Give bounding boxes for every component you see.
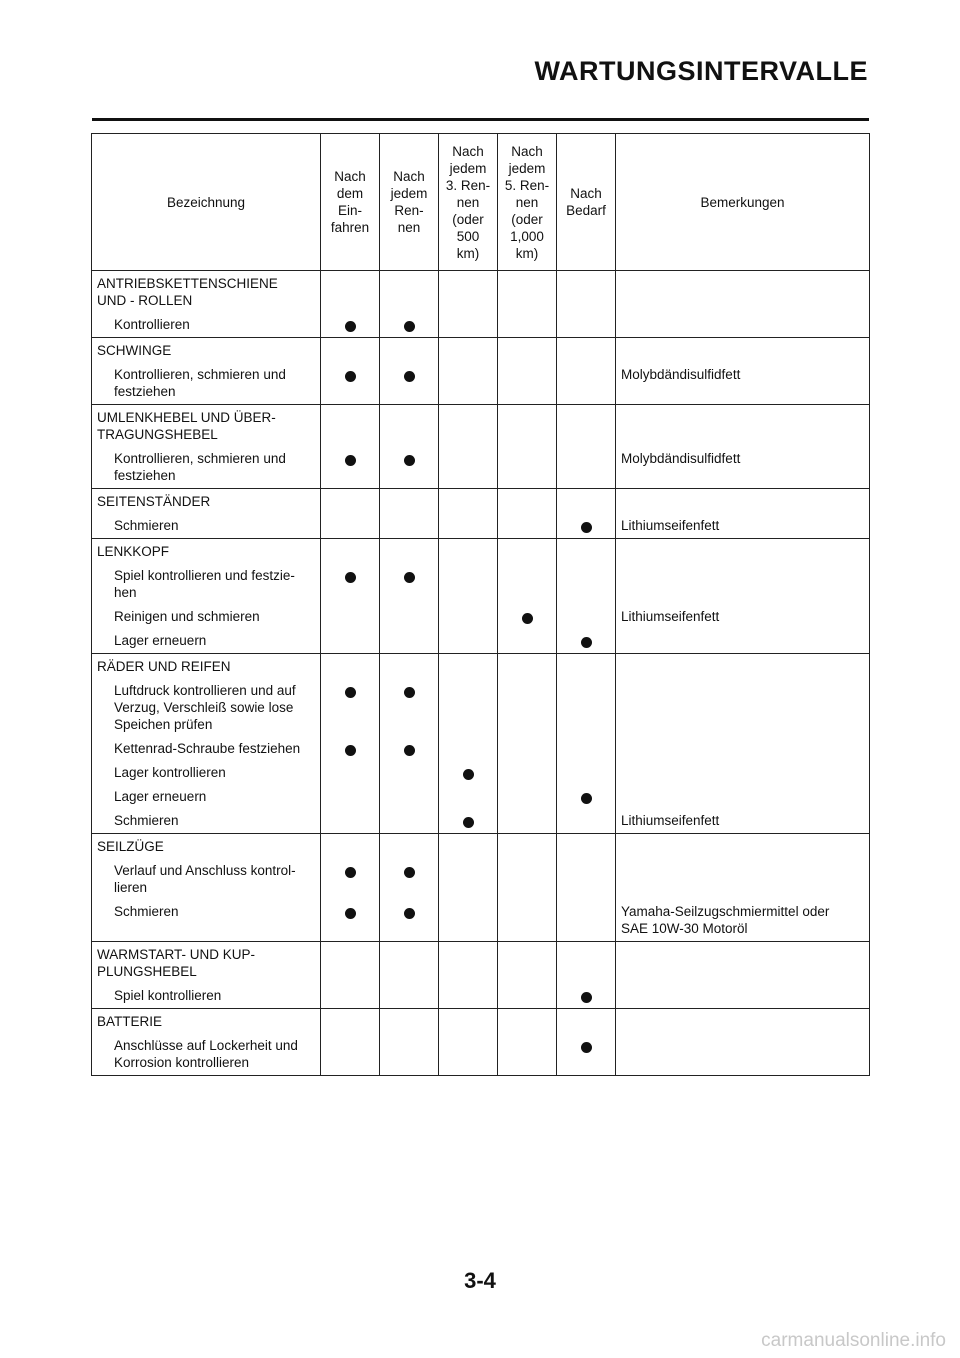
title-rule [92, 118, 869, 121]
item-name-cell [92, 405, 321, 489]
task-label: Kontrollieren, schmieren und festziehen [114, 451, 286, 483]
remark-text [616, 733, 869, 757]
task-label: Lager erneuern [114, 789, 207, 804]
task-label: Schmieren [114, 518, 179, 533]
header-cell: Bezeichnung [92, 134, 321, 271]
group-heading: SEILZÜGE [97, 839, 164, 854]
item-name-cell [92, 942, 321, 1009]
interval-cell [498, 539, 557, 654]
interval-mark-dot [463, 817, 474, 828]
header-cell: Nach jedem Ren- nen [380, 134, 439, 271]
interval-cell [498, 1009, 557, 1076]
interval-mark-dot [581, 637, 592, 648]
remark-text: Molybdändisulfidfett [621, 367, 741, 382]
remark-text: Yamaha-Seilzugschmiermittel oder SAE 10W-30 Motoröl [621, 904, 830, 936]
group-heading: ANTRIEBSKETTENSCHIENE UND - ROLLEN [97, 276, 278, 308]
header-row [92, 134, 870, 271]
table-row [92, 834, 870, 942]
remark-text [616, 757, 869, 781]
task-label: Kontrollieren, schmieren und festziehen [114, 367, 286, 399]
group-heading: RÄDER UND REIFEN [97, 659, 231, 674]
task-label: Schmieren [114, 904, 179, 919]
interval-cell [321, 942, 380, 1009]
interval-mark-dot [581, 522, 592, 533]
remark-cell [616, 834, 870, 942]
page-title: WARTUNGSINTERVALLE [534, 56, 868, 86]
interval-mark-dot [345, 687, 356, 698]
interval-cell [321, 271, 380, 338]
remark-cell [616, 338, 870, 405]
interval-cell [557, 834, 616, 942]
interval-mark-dot [404, 572, 415, 583]
interval-cell [380, 489, 439, 539]
task-label: Kontrollieren [114, 317, 190, 332]
task-label: Anschlüsse auf Lockerheit und Korrosion kontrollieren [114, 1038, 298, 1070]
interval-mark-dot [404, 371, 415, 382]
task-label: Spiel kontrollieren [114, 988, 222, 1003]
interval-cell [557, 338, 616, 405]
interval-cell [498, 338, 557, 405]
header-cell: Nach Bedarf [557, 134, 616, 271]
interval-mark-dot [404, 745, 415, 756]
header-cell: Bemerkungen [616, 134, 870, 271]
remark-text: Lithiumseifenfett [621, 813, 720, 828]
task-label: Luftdruck kontrollieren und auf Verzug, Verschleiß sowie lose Speichen prüfen [114, 683, 296, 732]
remark-text: Molybdändisulfidfett [621, 451, 741, 466]
table-row [92, 942, 870, 1009]
header-cell: Nach jedem 5. Ren- nen (oder 1,000 km) [498, 134, 557, 271]
interval-cell [380, 271, 439, 338]
table-row [92, 338, 870, 405]
remark-cell [616, 271, 870, 338]
interval-mark-dot [345, 371, 356, 382]
interval-mark-dot [345, 321, 356, 332]
task-label: Verlauf und Anschluss kontrol- lieren [114, 863, 296, 895]
interval-cell [498, 271, 557, 338]
task-label: Schmieren [114, 813, 179, 828]
interval-cell [380, 405, 439, 489]
table-row [92, 654, 870, 834]
page-number: 3-4 [464, 1268, 496, 1293]
table-row [92, 1009, 870, 1076]
remark-cell [616, 405, 870, 489]
item-name-cell [92, 539, 321, 654]
group-heading: BATTERIE [97, 1014, 163, 1029]
item-name-cell [92, 654, 321, 834]
interval-cell [439, 338, 498, 405]
header-cell: Nach dem Ein- fahren [321, 134, 380, 271]
remark-text [616, 980, 869, 1004]
group-heading: SCHWINGE [97, 343, 172, 358]
remark-text [616, 855, 869, 896]
interval-mark-dot [404, 687, 415, 698]
interval-cell [439, 1009, 498, 1076]
item-name-cell [92, 338, 321, 405]
remark-cell [616, 654, 870, 834]
remark-text [616, 781, 869, 805]
task-label: Lager erneuern [114, 633, 207, 648]
interval-cell [439, 539, 498, 654]
interval-cell [380, 942, 439, 1009]
interval-cell [498, 654, 557, 834]
interval-cell [557, 489, 616, 539]
interval-cell [321, 489, 380, 539]
table-row [92, 405, 870, 489]
interval-cell [321, 539, 380, 654]
interval-cell [321, 834, 380, 942]
interval-mark-dot [345, 572, 356, 583]
interval-cell [439, 405, 498, 489]
group-heading: WARMSTART- UND KUP- PLUNGSHEBEL [97, 947, 255, 979]
interval-cell [439, 489, 498, 539]
interval-cell [380, 834, 439, 942]
group-heading: UMLENKHEBEL UND ÜBER- TRAGUNGSHEBEL [97, 410, 276, 442]
watermark: carmanualsonline.info [761, 1330, 946, 1351]
interval-mark-dot [581, 1042, 592, 1053]
interval-cell [380, 539, 439, 654]
task-label: Kettenrad-Schraube festziehen [114, 741, 301, 756]
interval-cell [439, 942, 498, 1009]
interval-cell [321, 654, 380, 834]
item-name-cell [92, 271, 321, 338]
interval-cell [557, 539, 616, 654]
item-name-cell [92, 1009, 321, 1076]
interval-cell [439, 654, 498, 834]
remark-cell [616, 539, 870, 654]
remark-text [616, 675, 869, 733]
item-name-cell [92, 834, 321, 942]
maintenance-table [91, 133, 870, 1076]
interval-mark-dot [345, 745, 356, 756]
interval-cell [557, 942, 616, 1009]
interval-mark-dot [404, 321, 415, 332]
interval-mark-dot [581, 992, 592, 1003]
remark-text [616, 625, 869, 649]
remark-cell [616, 489, 870, 539]
interval-cell [498, 405, 557, 489]
interval-mark-dot [463, 769, 474, 780]
interval-cell [321, 338, 380, 405]
interval-cell [321, 405, 380, 489]
item-name-cell [92, 489, 321, 539]
interval-mark-dot [345, 867, 356, 878]
task-label: Reinigen und schmieren [114, 609, 260, 624]
remark-text: Lithiumseifenfett [621, 609, 720, 624]
task-label: Lager kontrollieren [114, 765, 226, 780]
interval-mark-dot [522, 613, 533, 624]
interval-cell [557, 271, 616, 338]
interval-mark-dot [404, 908, 415, 919]
interval-cell [380, 338, 439, 405]
interval-mark-dot [404, 455, 415, 466]
remark-text [616, 560, 869, 601]
interval-cell [439, 834, 498, 942]
table-row [92, 539, 870, 654]
remark-cell [616, 1009, 870, 1076]
interval-cell [380, 1009, 439, 1076]
remark-text: Lithiumseifenfett [621, 518, 720, 533]
interval-cell [498, 489, 557, 539]
header-cell: Nach jedem 3. Ren- nen (oder 500 km) [439, 134, 498, 271]
interval-mark-dot [345, 908, 356, 919]
interval-cell [439, 271, 498, 338]
table-row [92, 271, 870, 338]
interval-cell [557, 405, 616, 489]
interval-cell [498, 942, 557, 1009]
remark-cell [616, 942, 870, 1009]
interval-cell [557, 654, 616, 834]
group-heading: SEITENSTÄNDER [97, 494, 211, 509]
interval-cell [557, 1009, 616, 1076]
interval-cell [321, 1009, 380, 1076]
interval-mark-dot [345, 455, 356, 466]
group-heading: LENKKOPF [97, 544, 170, 559]
interval-mark-dot [581, 793, 592, 804]
task-label: Spiel kontrollieren und festzie- hen [114, 568, 295, 600]
table-row [92, 489, 870, 539]
remark-text [616, 309, 869, 333]
interval-cell [380, 654, 439, 834]
interval-cell [498, 834, 557, 942]
interval-mark-dot [404, 867, 415, 878]
remark-text [616, 1030, 869, 1071]
